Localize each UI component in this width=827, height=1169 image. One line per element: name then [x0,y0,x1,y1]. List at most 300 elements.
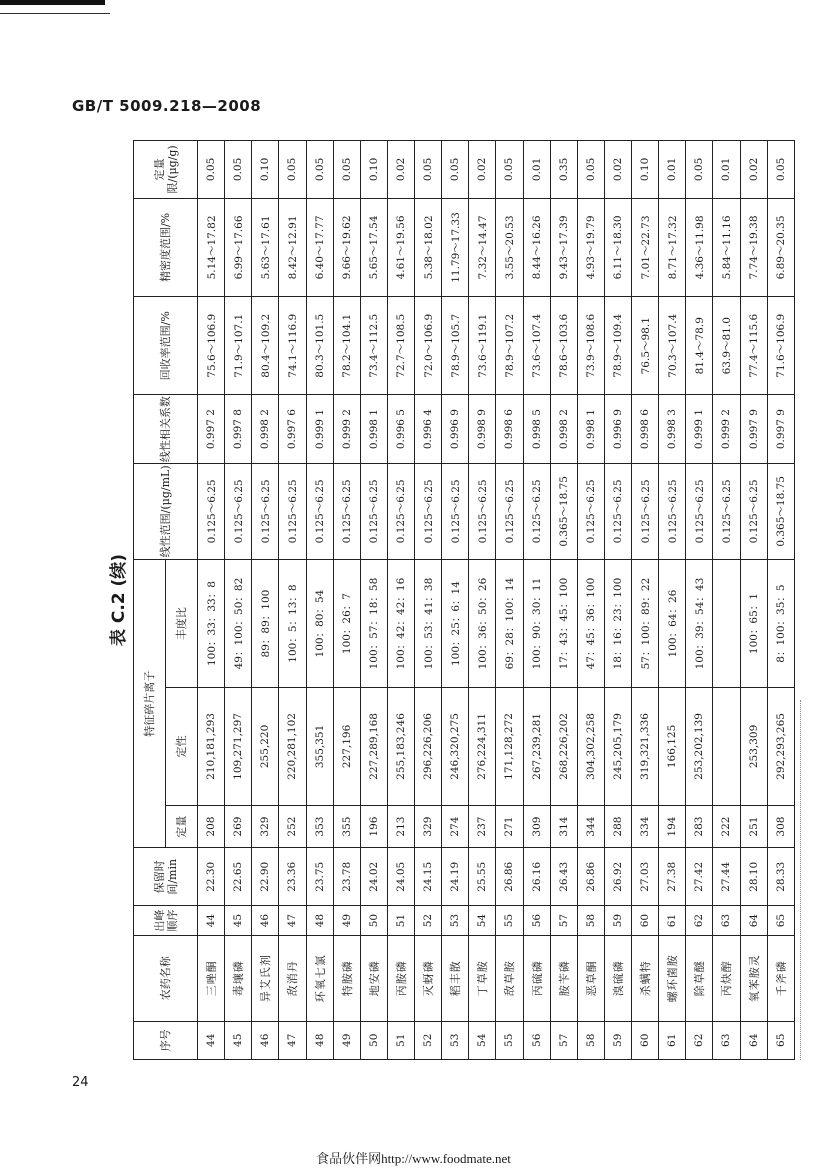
cell-quant: 283 [686,805,713,848]
cell-precision: 4.93～19.79 [577,198,604,296]
cell-quant: 269 [225,805,252,848]
cell-seq: 65 [767,1021,794,1059]
cell-name: 氧苯胺灵 [740,936,767,1021]
cell-precision: 7.74～19.38 [740,198,767,296]
cell-ratio: 18：16：23：100 [604,559,631,687]
cell-quant: 271 [496,805,523,848]
cell-corr: 0.997 6 [279,395,306,463]
cell-ratio: 100：64：26 [659,559,686,687]
cell-lod: 0.02 [604,141,631,199]
table-row [740,141,767,1060]
cell-corr: 0.997 2 [198,395,225,463]
cell-qual: 253,202,139 [686,688,713,806]
cell-precision: 6.40～17.77 [306,198,333,296]
cell-rt: 23.36 [279,848,306,906]
cell-precision: 8.44～16.26 [523,198,550,296]
cell-lod: 0.01 [523,141,550,199]
cell-rt: 22.65 [225,848,252,906]
table-row [767,141,794,1060]
cell-seq: 56 [523,1021,550,1059]
cell-ratio: 49：100：50：82 [225,559,252,687]
cell-peak: 47 [279,906,306,936]
cell-corr: 0.999 1 [686,395,713,463]
cell-qual: 267,239,281 [523,688,550,806]
cell-precision: 8.71～17.32 [659,198,686,296]
cell-rt: 24.19 [442,848,469,906]
cell-seq: 47 [279,1021,306,1059]
cell-qual: 296,226,206 [415,688,442,806]
cell-range: 0.125～6.25 [333,463,360,559]
cell-seq: 48 [306,1021,333,1059]
cell-peak: 55 [496,906,523,936]
table-row [496,141,523,1060]
cell-corr: 0.998 6 [496,395,523,463]
table-row [442,141,469,1060]
cell-qual: 253,309 [740,688,767,806]
cell-name: 三唑酮 [198,936,225,1021]
cell-quant: 353 [306,805,333,848]
cell-peak: 50 [360,906,387,936]
cell-seq: 54 [469,1021,496,1059]
cell-qual: 319,321,336 [632,688,659,806]
cell-precision: 5.63～17.61 [252,198,279,296]
cell-lod: 0.05 [767,141,794,199]
cell-range: 0.125～6.25 [659,463,686,559]
header-retention-time: 保留时间/min [134,848,198,906]
header-abundance: 丰度比 [166,559,198,687]
cell-seq: 46 [252,1021,279,1059]
cell-name: 千斧磷 [767,936,794,1021]
cell-lod: 0.01 [713,141,740,199]
cell-rt: 28.10 [740,848,767,906]
cell-peak: 58 [577,906,604,936]
cell-ratio: 8：100：35：5 [767,559,794,687]
cell-name: 恶草酮 [577,936,604,1021]
standard-id: GB/T 5009.218—2008 [72,97,262,115]
cell-corr: 0.998 5 [523,395,550,463]
cell-quant: 314 [550,805,577,848]
cell-range: 0.125～6.25 [415,463,442,559]
cell-qual: 255,220 [252,688,279,806]
table-row [387,141,414,1060]
cell-corr: 0.996 4 [415,395,442,463]
header-precision: 精密度范围/% [134,198,198,296]
cell-lod: 0.05 [686,141,713,199]
cell-quant: 355 [333,805,360,848]
cell-qual: 245,205,179 [604,688,631,806]
cell-rt: 26.86 [577,848,604,906]
cell-qual: 276,224,311 [469,688,496,806]
cell-corr: 0.998 1 [577,395,604,463]
cell-qual: 255,183,246 [387,688,414,806]
cell-qual: 109,271,297 [225,688,252,806]
cell-quant: 251 [740,805,767,848]
cell-lod: 0.05 [577,141,604,199]
cell-corr: 0.999 2 [333,395,360,463]
cell-qual: 268,226,202 [550,688,577,806]
table-body [198,141,795,1060]
header-recovery: 回收率范围/% [134,297,198,395]
cell-ratio: 89：89：100 [252,559,279,687]
cell-range: 0.125～6.25 [740,463,767,559]
table-row [198,141,225,1060]
cell-quant: 274 [442,805,469,848]
cell-peak: 59 [604,906,631,936]
cell-qual: 227,289,168 [360,688,387,806]
cell-peak: 61 [659,906,686,936]
cell-range: 0.125～6.25 [252,463,279,559]
cell-peak: 49 [333,906,360,936]
cell-ratio: 17：43：45：100 [550,559,577,687]
cell-peak: 65 [767,906,794,936]
cell-seq: 57 [550,1021,577,1059]
header-lod: 定量限/(μg/g) [134,141,198,199]
cell-range: 0.125～6.25 [469,463,496,559]
cell-rt: 24.02 [360,848,387,906]
cell-recovery: 80.4～109.2 [252,297,279,395]
cell-quant: 329 [252,805,279,848]
cell-quant: 194 [659,805,686,848]
header-name: 农药名称 [134,936,198,1021]
header-linear-corr: 线性相关系数 [134,395,198,463]
table-row [415,141,442,1060]
cell-range: 0.125～6.25 [306,463,333,559]
scan-edge-dots [800,700,803,1060]
header-rule-thin [0,13,110,14]
cell-qual: 355,351 [306,688,333,806]
cell-name: 胺苄磷 [550,936,577,1021]
cell-precision: 6.89～20.35 [767,198,794,296]
cell-rt: 24.05 [387,848,414,906]
cell-ratio: 100：39：54：43 [686,559,713,687]
cell-range: 0.125～6.25 [225,463,252,559]
cell-seq: 51 [387,1021,414,1059]
cell-corr: 0.997 9 [767,395,794,463]
cell-rt: 24.15 [415,848,442,906]
cell-quant: 309 [523,805,550,848]
cell-rt: 26.43 [550,848,577,906]
cell-range: 0.125～6.25 [198,463,225,559]
cell-ratio: 100：90：30：11 [523,559,550,687]
cell-peak: 63 [713,906,740,936]
cell-name: 杀螨特 [632,936,659,1021]
cell-corr: 0.996 5 [387,395,414,463]
cell-peak: 52 [415,906,442,936]
cell-name: 特胺磷 [333,936,360,1021]
table-row [577,141,604,1060]
cell-seq: 58 [577,1021,604,1059]
table-row [469,141,496,1060]
cell-ratio: 100：5：13：8 [279,559,306,687]
cell-name: 丁草胺 [469,936,496,1021]
cell-quant: 252 [279,805,306,848]
cell-ratio: 100：33：33：8 [198,559,225,687]
cell-corr: 0.997 9 [740,395,767,463]
table-row [686,141,713,1060]
cell-ratio: 57：100：89：22 [632,559,659,687]
cell-recovery: 80.3～101.5 [306,297,333,395]
cell-rt: 23.75 [306,848,333,906]
cell-name: 除草醚 [686,936,713,1021]
cell-range: 0.125～6.25 [442,463,469,559]
rotated-table-container [105,140,795,1060]
cell-seq: 49 [333,1021,360,1059]
cell-recovery: 72.0～106.9 [415,297,442,395]
header-ions-group: 特征碎片离子 [134,559,166,848]
cell-lod: 0.02 [387,141,414,199]
cell-recovery: 71.6～106.9 [767,297,794,395]
cell-seq: 55 [496,1021,523,1059]
cell-seq: 44 [198,1021,225,1059]
cell-qual: 246,320,275 [442,688,469,806]
cell-peak: 51 [387,906,414,936]
cell-seq: 50 [360,1021,387,1059]
cell-corr: 0.998 3 [659,395,686,463]
cell-precision: 4.36～11.98 [686,198,713,296]
cell-rt: 26.92 [604,848,631,906]
cell-recovery: 76.5～98.1 [632,297,659,395]
cell-quant: 196 [360,805,387,848]
cell-recovery: 78.9～109.4 [604,297,631,395]
cell-rt: 27.44 [713,848,740,906]
cell-name: 敌草胺 [496,936,523,1021]
table-caption: 表 C.2 (续) [109,553,129,647]
cell-peak: 56 [523,906,550,936]
cell-qual: 166,125 [659,688,686,806]
cell-corr: 0.999 2 [713,395,740,463]
cell-recovery: 78.6～103.6 [550,297,577,395]
cell-precision: 9.43～17.39 [550,198,577,296]
cell-precision: 11.79～17.33 [442,198,469,296]
cell-recovery: 78.2～104.1 [333,297,360,395]
cell-recovery: 77.4～115.6 [740,297,767,395]
cell-precision: 5.65～17.54 [360,198,387,296]
cell-seq: 64 [740,1021,767,1059]
cell-lod: 0.35 [550,141,577,199]
cell-seq: 61 [659,1021,686,1059]
cell-precision: 7.32～14.47 [469,198,496,296]
cell-precision: 5.38～18.02 [415,198,442,296]
page-number: 24 [72,1075,89,1090]
cell-seq: 53 [442,1021,469,1059]
cell-ratio: 100：26：7 [333,559,360,687]
cell-ratio: 100：42：42：16 [387,559,414,687]
cell-rt: 25.55 [469,848,496,906]
table-row [252,141,279,1060]
cell-recovery: 73.9～108.6 [577,297,604,395]
table-row [333,141,360,1060]
cell-rt: 26.16 [523,848,550,906]
cell-quant: 237 [469,805,496,848]
cell-qual [713,688,740,806]
table-head [134,141,198,1060]
cell-rt: 23.78 [333,848,360,906]
cell-name: 异艾氏剂 [252,936,279,1021]
cell-lod: 0.05 [415,141,442,199]
table-row [604,141,631,1060]
header-linear-range: 线性范围/(μg/mL) [134,463,198,559]
cell-seq: 52 [415,1021,442,1059]
cell-recovery: 74.1～116.9 [279,297,306,395]
cell-precision: 7.01～22.73 [632,198,659,296]
cell-name: 螺环菌胺 [659,936,686,1021]
header-quant: 定量 [166,805,198,848]
cell-corr: 0.998 6 [632,395,659,463]
cell-recovery: 81.4～78.9 [686,297,713,395]
header-qual: 定性 [166,688,198,806]
cell-lod: 0.02 [469,141,496,199]
cell-precision: 5.84～11.16 [713,198,740,296]
cell-ratio: 100：53：41：38 [415,559,442,687]
cell-ratio: 100：36：50：26 [469,559,496,687]
cell-name: 稻丰散 [442,936,469,1021]
cell-rt: 26.86 [496,848,523,906]
cell-ratio: 100：65：1 [740,559,767,687]
table-row [360,141,387,1060]
cell-qual: 304,302,258 [577,688,604,806]
cell-name: 丙硫磷 [523,936,550,1021]
table-row [279,141,306,1060]
cell-corr: 0.996 9 [604,395,631,463]
cell-name: 溴硫磷 [604,936,631,1021]
cell-recovery: 73.6～107.4 [523,297,550,395]
cell-seq: 63 [713,1021,740,1059]
cell-lod: 0.05 [198,141,225,199]
table-row [306,141,333,1060]
residue-table [133,140,795,1060]
cell-precision: 3.55～20.53 [496,198,523,296]
cell-peak: 54 [469,906,496,936]
cell-ratio: 69：28：100：14 [496,559,523,687]
cell-rt: 27.42 [686,848,713,906]
cell-range: 0.125～6.25 [496,463,523,559]
cell-recovery: 72.7～108.5 [387,297,414,395]
cell-quant: 222 [713,805,740,848]
cell-range: 0.125～6.25 [360,463,387,559]
cell-lod: 0.02 [740,141,767,199]
cell-quant: 329 [415,805,442,848]
cell-range: 0.125～6.25 [523,463,550,559]
cell-name: 环氧七氯 [306,936,333,1021]
cell-rt: 22.30 [198,848,225,906]
cell-quant: 308 [767,805,794,848]
cell-peak: 46 [252,906,279,936]
cell-quant: 208 [198,805,225,848]
cell-ratio: 100：80：54 [306,559,333,687]
cell-quant: 288 [604,805,631,848]
cell-recovery: 73.4～112.5 [360,297,387,395]
cell-quant: 334 [632,805,659,848]
cell-corr: 0.998 9 [469,395,496,463]
cell-name: 丙炔醇 [713,936,740,1021]
table-row [632,141,659,1060]
cell-rt: 27.38 [659,848,686,906]
cell-peak: 53 [442,906,469,936]
cell-qual: 227,196 [333,688,360,806]
cell-recovery: 78.9～107.2 [496,297,523,395]
cell-rt: 22.90 [252,848,279,906]
cell-range: 0.125～6.25 [686,463,713,559]
cell-peak: 64 [740,906,767,936]
cell-precision: 6.11～18.30 [604,198,631,296]
header-rule-thick [0,0,105,5]
cell-name: 敌消丹 [279,936,306,1021]
cell-seq: 45 [225,1021,252,1059]
cell-recovery: 73.6～119.1 [469,297,496,395]
cell-range: 0.125～6.25 [604,463,631,559]
cell-ratio: 47：45：36：100 [577,559,604,687]
table-row [713,141,740,1060]
cell-lod: 0.05 [496,141,523,199]
cell-precision: 5.14～17.82 [198,198,225,296]
cell-peak: 48 [306,906,333,936]
cell-rt: 27.03 [632,848,659,906]
cell-lod: 0.05 [306,141,333,199]
cell-rt: 28.33 [767,848,794,906]
cell-lod: 0.05 [279,141,306,199]
table-row [523,141,550,1060]
cell-range: 0.125～6.25 [713,463,740,559]
cell-range: 0.125～6.25 [387,463,414,559]
cell-lod: 0.10 [360,141,387,199]
cell-lod: 0.05 [442,141,469,199]
cell-recovery: 78.9～105.7 [442,297,469,395]
cell-range: 0.125～6.25 [632,463,659,559]
cell-qual: 220,281,102 [279,688,306,806]
cell-range: 0.365～18.75 [550,463,577,559]
cell-corr: 0.999 1 [306,395,333,463]
cell-seq: 59 [604,1021,631,1059]
cell-quant: 213 [387,805,414,848]
cell-precision: 4.61～19.56 [387,198,414,296]
cell-recovery: 75.6～106.9 [198,297,225,395]
cell-peak: 62 [686,906,713,936]
table-row [225,141,252,1060]
cell-name: 灭蚜磷 [415,936,442,1021]
cell-qual: 171,128,272 [496,688,523,806]
cell-name: 丙胺磷 [387,936,414,1021]
cell-corr: 0.998 2 [550,395,577,463]
cell-seq: 62 [686,1021,713,1059]
footer-watermark: 食品伙伴网http://www.foodmate.net [316,1151,511,1166]
cell-lod: 0.10 [632,141,659,199]
cell-qual: 210,181,293 [198,688,225,806]
cell-qual: 292,293,265 [767,688,794,806]
cell-quant: 344 [577,805,604,848]
cell-peak: 57 [550,906,577,936]
cell-ratio: 100：25：6：14 [442,559,469,687]
cell-range: 0.125～6.25 [279,463,306,559]
cell-name: 地安磷 [360,936,387,1021]
cell-lod: 0.01 [659,141,686,199]
cell-seq: 60 [632,1021,659,1059]
cell-recovery: 70.3～107.4 [659,297,686,395]
cell-corr: 0.998 1 [360,395,387,463]
cell-peak: 45 [225,906,252,936]
cell-range: 0.365～18.75 [767,463,794,559]
cell-corr: 0.997 8 [225,395,252,463]
cell-lod: 0.05 [333,141,360,199]
cell-name: 毒壤磷 [225,936,252,1021]
cell-range: 0.125～6.25 [577,463,604,559]
cell-recovery: 71.9～107.1 [225,297,252,395]
cell-ratio [713,559,740,687]
cell-lod: 0.10 [252,141,279,199]
cell-recovery: 63.9～81.0 [713,297,740,395]
header-peak-order: 出峰顺序 [134,906,198,936]
table-row [659,141,686,1060]
cell-ratio: 100：57：18：58 [360,559,387,687]
